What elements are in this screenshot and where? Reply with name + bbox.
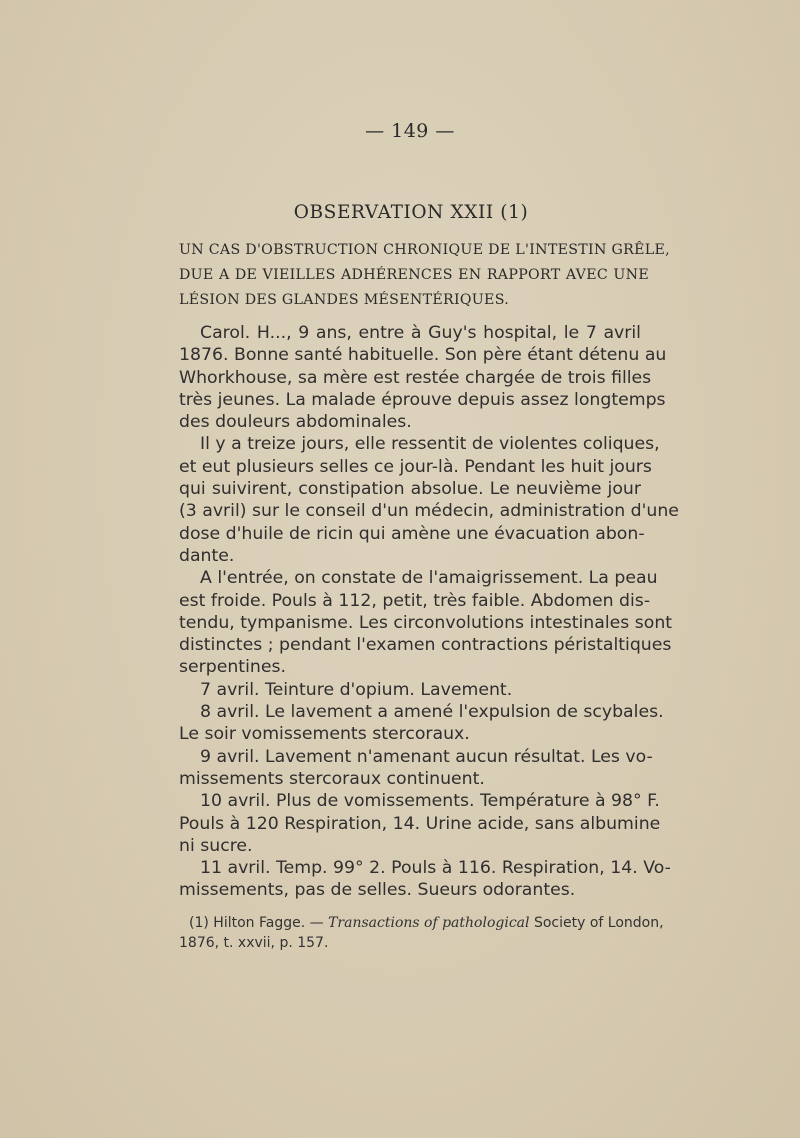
text-line: est froide. Pouls à 112, petit, très faible. Abdomen dis- xyxy=(179,590,651,611)
text-line: Whorkhouse, sa mère est restée chargée de trois filles xyxy=(179,367,652,388)
subtitle-line: DUE A DE VIEILLES ADHÉRENCES EN RAPPORT AVEC UNE xyxy=(179,267,649,283)
footnote-marker: (1) xyxy=(189,915,209,931)
footnote-rest: Society of London, xyxy=(533,915,664,931)
footnote xyxy=(179,913,664,953)
paragraph xyxy=(179,790,661,857)
text-line: 9 avril. Lavement n'amenant aucun résultat. Les vo- xyxy=(200,746,653,767)
subtitle-line: LÉSION DES GLANDES MÉSENTÉRIQUES. xyxy=(179,292,510,308)
paragraph xyxy=(179,679,641,701)
paragraph xyxy=(179,857,671,902)
paragraph xyxy=(179,567,673,678)
paragraph xyxy=(179,746,653,791)
text-line: 10 avril. Plus de vomissements. Température à 98° F. xyxy=(200,791,660,812)
footnote-journal: Transactions of pathological xyxy=(328,915,530,931)
text-line: serpentines. xyxy=(179,657,286,678)
text-line: Carol. H..., 9 ans, entre à Guy's hospital, le 7 avril xyxy=(200,323,641,343)
text-line: 7 avril. Teinture d'opium. Lavement. xyxy=(200,679,513,700)
text-line: (3 avril) sur le conseil d'un médecin, administration d'une xyxy=(179,501,679,522)
text-line: 1876. Bonne santé habituelle. Son père étant détenu au xyxy=(179,345,667,366)
subtitle-line: UN CAS D'OBSTRUCTION CHRONIQUE DE L'INTESTIN GRÊLE, xyxy=(179,242,670,258)
text-line: ni sucre. xyxy=(179,835,253,856)
text-line: dante. xyxy=(179,545,235,566)
text-line: et eut plusieurs selles ce jour-là. Pendant les huit jours xyxy=(179,456,652,477)
text-line: A l'entrée, on constate de l'amaigrissement. La peau xyxy=(200,568,658,589)
text-line: 11 avril. Temp. 99° 2. Pouls à 116. Respiration, 14. Vo- xyxy=(200,858,671,879)
text-line: Le soir vomissements stercoraux. xyxy=(179,724,470,745)
text-line: missements, pas de selles. Sueurs odorantes. xyxy=(179,880,576,901)
page-number: — 149 — xyxy=(365,120,455,142)
observation-title: OBSERVATION XXII (1) xyxy=(293,202,529,223)
text-line: 8 avril. Le lavement a amené l'expulsion de scybales. xyxy=(200,702,664,723)
text-line: distinctes ; pendant l'examen contractions péristaltiques xyxy=(179,635,672,656)
text-line: tendu, tympanisme. Les circonvolutions intestinales sont xyxy=(179,612,673,633)
observation-subtitle xyxy=(179,238,670,313)
body-text xyxy=(179,322,679,902)
footnote-line: 1876, t. xxvii, p. 157. xyxy=(179,935,329,951)
text-line: très jeunes. La malade éprouve depuis assez longtemps xyxy=(179,389,666,410)
text-line: Pouls à 120 Respiration, 14. Urine acide, sans albumine xyxy=(179,813,661,834)
text-line: Il y a treize jours, elle ressentit de violentes coliques, xyxy=(200,434,660,455)
footnote-line xyxy=(179,913,664,933)
paragraph xyxy=(179,322,667,433)
paragraph xyxy=(179,701,664,746)
text-line: missements stercoraux continuent. xyxy=(179,768,485,789)
paragraph xyxy=(179,433,679,567)
text-line: qui suivirent, constipation absolue. Le neuvième jour xyxy=(179,479,641,500)
footnote-author: Hilton Fagge. — xyxy=(213,915,324,931)
text-line: des douleurs abdominales. xyxy=(179,412,412,433)
text-line: dose d'huile de ricin qui amène une évacuation abon- xyxy=(179,523,645,544)
